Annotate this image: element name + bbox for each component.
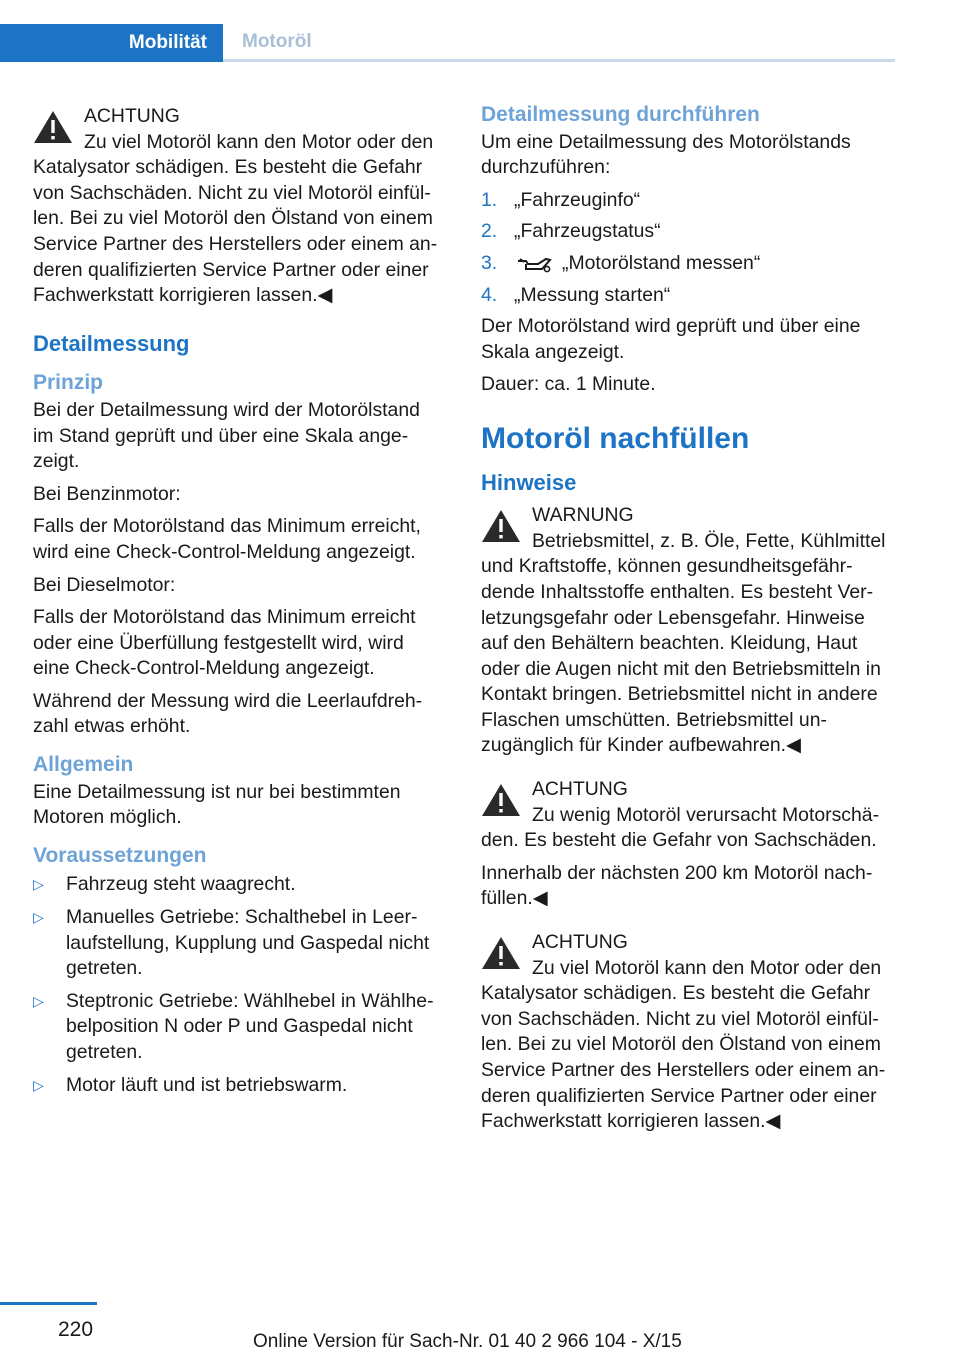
paragraph: Falls der Motorölstand das Minimum erreicht oder eine Überfüllung festgestellt wird, wird eine Check-Control-Meldung angezeigt.	[33, 606, 416, 680]
list-item	[33, 872, 445, 898]
right-column	[481, 100, 895, 1142]
warning-text: Zu wenig Motoröl verursacht Motorschäden. Es besteht die Gefahr von Sachschäden.	[481, 803, 880, 852]
list-item-text: Motor läuft und ist betriebswarm.	[66, 1073, 348, 1096]
paragraph: Der Motorölstand wird geprüft und über eine Skala angezeigt.	[481, 315, 861, 363]
left-column	[33, 100, 445, 1105]
list-item-text: Fahrzeug steht waagrecht.	[66, 873, 296, 896]
triangle-bullet-icon: ▷	[33, 909, 44, 926]
subheading-allgemein: Allgemein	[33, 753, 134, 777]
section-heading-motoroel-nachfuellen: Motoröl nachfüllen	[481, 421, 750, 455]
subheading-prinzip: Prinzip	[33, 371, 104, 395]
step-text: „Fahrzeugstatus“	[514, 220, 661, 243]
subheading-voraussetzungen: Voraussetzungen	[33, 843, 207, 867]
oil-can-icon	[516, 255, 552, 273]
tab-mobilitaet[interactable]: Mobilität	[0, 24, 223, 62]
warning-triangle-icon	[33, 110, 73, 144]
paragraph: Um eine Detailmessung des Motorölstands durchzuführen:	[481, 130, 851, 179]
tab-motoroel[interactable]: Motoröl	[223, 24, 895, 62]
warning-title: ACHTUNG	[532, 778, 628, 801]
paragraph: Bei Dieselmotor:	[33, 573, 176, 596]
triangle-bullet-icon: ▷	[33, 876, 44, 893]
section-heading-detailmessung: Detailmessung	[33, 330, 190, 356]
step-number: 3.	[481, 251, 498, 274]
list-item	[33, 905, 445, 982]
warning-box-warnung	[481, 503, 895, 759]
page-number: 220	[58, 1318, 94, 1341]
warning-text: Betriebsmittel, z. B. Öle, Fette, Kühlmittel und Kraftstoffe, können gesundheitsgefährdende Inhaltsstoffe enthalten. Es besteht Verletzungsgefahr oder Lebensgefahr. Hinweise auf den Behältern beachten. Kleidung, Haut oder die Augen nicht mit den Betriebsmitteln in Kontakt bringen. Betriebsmittel nicht in andere Flaschen umschütten. Betriebsmittel unzugänglich für Kinder aufbewahren.◀	[481, 529, 886, 757]
subheading-hinweise: Hinweise	[481, 469, 577, 495]
footer-rule	[0, 1302, 97, 1305]
triangle-bullet-icon: ▷	[33, 992, 44, 1009]
requirements-list	[33, 872, 445, 1098]
steps-list	[481, 188, 895, 308]
warning-box-achtung-2	[481, 777, 895, 854]
list-item-text: Steptronic Getriebe: Wählhebel in Wählhebelposition N oder P und Gaspedal nicht getreten.	[66, 989, 434, 1063]
step-item	[481, 219, 895, 245]
paragraph: Falls der Motorölstand das Minimum erreicht, wird eine Check-Control-Meldung angezeigt.	[33, 515, 421, 563]
paragraph: Eine Detailmessung ist nur bei bestimmten Motoren möglich.	[33, 780, 401, 829]
paragraph: Während der Messung wird die Leerlaufdrehzahl etwas erhöht.	[33, 689, 423, 738]
warning-title: ACHTUNG	[532, 931, 628, 954]
warning-box-achtung-1	[33, 104, 445, 309]
step-text: „Fahrzeuginfo“	[514, 188, 641, 211]
warning-triangle-icon	[481, 509, 521, 543]
list-item	[33, 989, 445, 1066]
header-tabs	[0, 0, 895, 62]
paragraph: Bei Benzinmotor:	[33, 482, 181, 505]
warning-text: Zu viel Motoröl kann den Motor oder den Katalysator schädigen. Es besteht die Gefahr von Sachschäden. Nicht zu viel Motoröl einfüllen. Bei zu viel Motoröl den Ölstand von einem Service Partner des Herstellers oder einem anderen qualifizierten Service Partner oder einer Fachwerkstatt korrigieren lassen.◀	[481, 956, 886, 1133]
warning-title: WARNUNG	[532, 504, 634, 527]
step-item	[481, 188, 895, 214]
paragraph: Bei der Detailmessung wird der Motorölstand im Stand geprüft und über eine Skala angezeigt.	[33, 398, 420, 473]
triangle-bullet-icon: ▷	[33, 1076, 44, 1093]
warning-triangle-icon	[481, 783, 521, 817]
warning-triangle-icon	[481, 936, 521, 970]
subheading-detailmessung-durchfuehren: Detailmessung durchführen	[481, 103, 760, 126]
step-text: „Messung starten“	[514, 283, 671, 306]
list-item-text: Manuelles Getriebe: Schalthebel in Leerlaufstellung, Kupplung und Gaspedal nicht getreten.	[66, 906, 430, 980]
step-number: 1.	[481, 188, 498, 211]
step-number: 4.	[481, 283, 498, 306]
warning-title: ACHTUNG	[84, 105, 180, 127]
step-item	[481, 251, 895, 277]
footer-note: Online Version für Sach-Nr. 01 40 2 966 104 - X/15	[253, 1331, 682, 1352]
warning-text: Zu viel Motoröl kann den Motor oder den Katalysator schädigen. Es besteht die Gefahr von Sachschäden. Nicht zu viel Motoröl einfüllen. Bei zu viel Motoröl den Ölstand von einem Service Partner des Herstellers oder einem anderen qualifizierten Service Partner oder einer Fachwerkstatt korrigieren lassen.◀	[33, 130, 438, 307]
warning-box-achtung-3	[481, 930, 895, 1135]
paragraph: Dauer: ca. 1 Minute.	[481, 373, 656, 396]
list-item	[33, 1073, 445, 1099]
paragraph: Innerhalb der nächsten 200 km Motoröl nachfüllen.◀	[481, 861, 873, 910]
step-text: „Motorölstand messen“	[562, 251, 761, 274]
step-number: 2.	[481, 220, 498, 243]
step-item	[481, 283, 895, 309]
